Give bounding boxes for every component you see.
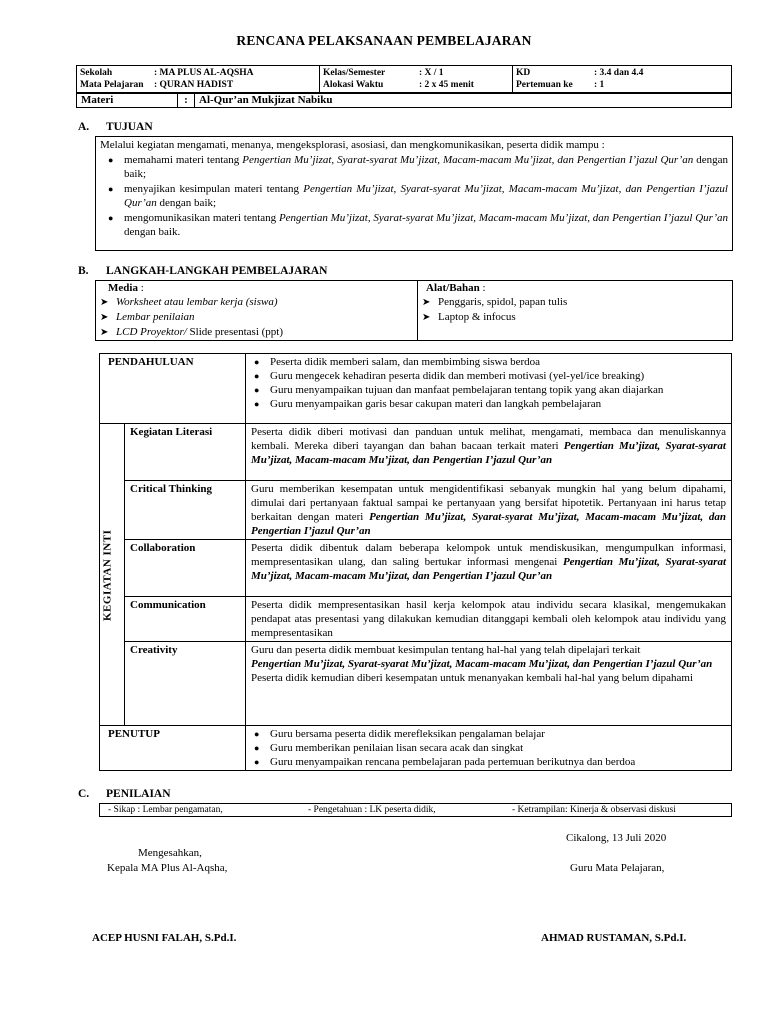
alat-item: ➤ Penggaris, spidol, papan tulis: [422, 296, 568, 308]
arrow-icon: ➤: [100, 297, 109, 308]
alat-label: Alat/Bahan: [426, 282, 480, 294]
materi-value: Al-Qur’an Mukjizat Nabiku: [195, 94, 732, 108]
identity-cell-kd: [513, 66, 732, 93]
identity-table: [76, 65, 732, 93]
section-c-number: C.: [78, 788, 90, 800]
penutup-item: ● Guru memberikan penilaian lisan secara acak dan singkat: [254, 742, 524, 754]
creativity-text: Guru dan peserta didik membuat kesimpulan tentang hal-hal yang telah dipelajari terkait Pengertian Mu’jizat, Syarat-syarat Mu’jizat, Macam-macam Mu’jizat, dan Pengertian I’jazul Qur’an Peserta didik kemudian diberi kesempatan untuk menanyakan kembali hal-hal yang belum dipahami: [246, 642, 732, 726]
creativity-label: Creativity: [125, 642, 246, 726]
section-c-heading: [78, 788, 171, 800]
bullet-icon: ●: [108, 183, 114, 194]
bullet-icon: ●: [108, 154, 114, 165]
section-b-title: LANGKAH-LANGKAH PEMBELAJARAN: [106, 265, 328, 277]
kd-label: KD: [516, 68, 531, 78]
arrow-icon: ➤: [100, 312, 109, 323]
penutup-label: PENUTUP: [100, 726, 246, 771]
pendahuluan-cell: [246, 354, 732, 424]
page-title: RENCANA PELAKSANAAN PEMBELAJARAN: [236, 33, 532, 48]
section-c-title: PENILAIAN: [106, 788, 171, 800]
critical-label: Critical Thinking: [125, 481, 246, 540]
place-date: Cikalong, 13 Juli 2020: [566, 832, 667, 844]
penilaian-keterampilan: - Ketrampilan: Kinerja & observasi diskusi: [512, 805, 676, 815]
media-cell: Media : ➤ Worksheet atau lembar kerja (siswa) ➤ Lembar penilaian ➤ LCD Proyektor/ Slide presentasi (ppt): [96, 281, 418, 341]
communication-label: Communication: [125, 597, 246, 642]
tujuan-intro: Melalui kegiatan mengamati, menanya, mengeksplorasi, asosiasi, dan mengkomunikasikan, peserta didik mampu :: [100, 139, 605, 151]
mengesahkan-text: Mengesahkan,: [138, 847, 202, 859]
pendahuluan-item: ● Peserta didik memberi salam, dan membimbing siswa berdoa: [254, 356, 541, 368]
penilaian-box: [99, 803, 732, 817]
arrow-icon: ➤: [100, 327, 109, 338]
pendahuluan-item: ● Guru menyampaikan tujuan dan manfaat pembelajaran tentang topik yang akan diajarkan: [254, 384, 664, 396]
collaboration-text: Peserta didik dibentuk dalam beberapa kelompok untuk mendiskusikan, mengumpulkan informasi, mempresentasikan ulang, dan saling bertukar informasi mengenai Pengertian Mu’jizat, Syarat-syarat Mu’jizat, Macam-macam Mu’jizat, dan Pengertian I’jazul Qur’an: [246, 540, 732, 597]
tujuan-item: ● menyajikan kesimpulan materi tentang Pengertian Mu’jizat, Syarat-syarat Mu’jizat, Macam-macam Mu’jizat, dan Pengertian I’jazul Qur’an dengan baik;: [108, 182, 728, 209]
pertemuan-label: Pertemuan ke: [516, 80, 573, 90]
collaboration-label: Collaboration: [125, 540, 246, 597]
section-a-number: A.: [78, 121, 90, 133]
media-item: ➤ LCD Proyektor/ Slide presentasi (ppt): [100, 326, 284, 338]
penilaian-sikap: - Sikap : Lembar pengamatan,: [108, 805, 223, 815]
guru-name: AHMAD RUSTAMAN, S.Pd.I.: [541, 932, 687, 944]
bullet-icon: ●: [254, 357, 260, 367]
arrow-icon: ➤: [422, 312, 431, 323]
bullet-icon: ●: [254, 743, 260, 753]
media-label: Media: [108, 282, 138, 294]
materi-label: Materi: [77, 94, 178, 108]
kegiatan-table: [99, 353, 732, 771]
sekolah-value: : MA PLUS AL-AQSHA: [154, 68, 254, 78]
pendahuluan-item: ● Guru mengecek kehadiran peserta didik dan memberi motivasi (yel-yel/ice breaking): [254, 370, 645, 382]
communication-text: Peserta didik mempresentasikan hasil kerja kelompok atau individu secara klasikal, mengemukakan pendapat atas presentasi yang dilakukan kemudian ditanggapi kembali oleh kelompok atau individu yang mempresentasikan: [246, 597, 732, 642]
section-a-heading: [78, 121, 153, 133]
bullet-icon: ●: [254, 757, 260, 767]
tujuan-item: ● mengomunikasikan materi tentang Pengertian Mu’jizat, Syarat-syarat Mu’jizat, Macam-macam Mu’jizat, dan Pengertian I’jazul Qur’an dengan baik.: [108, 211, 728, 238]
tujuan-list: [100, 153, 728, 240]
penutup-cell: [246, 726, 732, 771]
bullet-icon: ●: [108, 212, 114, 223]
bullet-icon: ●: [254, 399, 260, 409]
penutup-item: ● Guru menyampaikan rencana pembelajaran pada pertemuan berikutnya dan berdoa: [254, 756, 636, 768]
identity-cell-class: [320, 66, 513, 93]
critical-text: Guru memberikan kesempatan untuk mengidentifikasi sebanyak mungkin hal yang belum dipahami, dimulai dari pertanyaan faktual sampai ke pertanyaan yang bersifat hipotetik. Pertanyaan ini harus tetap berkaitan dengan materi Pengertian Mu’jizat, Syarat-syarat Mu’jizat, Macam-macam Mu’jizat, dan Pengertian I’jazul Qur’an: [246, 481, 732, 540]
alokasi-value: : 2 x 45 menit: [419, 80, 474, 90]
alokasi-label: Alokasi Waktu: [323, 80, 384, 90]
media-table: [95, 280, 733, 341]
pertemuan-value: : 1: [594, 80, 605, 90]
alat-item: ➤ Laptop & infocus: [422, 311, 516, 323]
guru-title: Guru Mata Pelajaran,: [570, 862, 665, 874]
materi-colon: :: [178, 94, 195, 108]
mapel-label: Mata Pelajaran: [80, 80, 144, 90]
penutup-item: ● Guru bersama peserta didik merefleksikan pengalaman belajar: [254, 728, 545, 740]
bullet-icon: ●: [254, 385, 260, 395]
mapel-value: : QURAN HADIST: [154, 80, 234, 90]
kelas-value: : X / 1: [419, 68, 444, 78]
section-b-number: B.: [78, 265, 89, 277]
identity-cell-school: [77, 66, 320, 93]
bullet-icon: ●: [254, 729, 260, 739]
pendahuluan-label: PENDAHULUAN: [100, 354, 246, 424]
literasi-label: Kegiatan Literasi: [125, 424, 246, 481]
section-b-heading: [78, 265, 327, 277]
bullet-icon: ●: [254, 371, 260, 381]
section-a-title: TUJUAN: [106, 121, 153, 133]
tujuan-box: [95, 136, 733, 251]
alat-cell: Alat/Bahan : ➤ Penggaris, spidol, papan tulis ➤ Laptop & infocus: [418, 281, 733, 341]
kelas-label: Kelas/Semester: [323, 68, 386, 78]
kepala-name: ACEP HUSNI FALAH, S.Pd.I.: [92, 932, 237, 944]
kd-value: : 3.4 dan 4.4: [594, 68, 644, 78]
media-item: ➤ Worksheet atau lembar kerja (siswa): [100, 296, 278, 308]
tujuan-item: ● memahami materi tentang Pengertian Mu’jizat, Syarat-syarat Mu’jizat, Macam-macam Mu’jizat, dan Pengertian I’jazul Qur’an dengan baik;: [108, 153, 728, 180]
penilaian-pengetahuan: - Pengetahuan : LK peserta didik,: [308, 805, 436, 815]
kegiatan-inti-label: KEGIATAN INTI: [100, 424, 125, 726]
materi-table: [76, 93, 732, 108]
pendahuluan-item: ● Guru menyampaikan garis besar cakupan materi dan langkah pembelajaran: [254, 398, 602, 410]
media-item: ➤ Lembar penilaian: [100, 311, 195, 323]
arrow-icon: ➤: [422, 297, 431, 308]
sekolah-label: Sekolah: [80, 68, 113, 78]
literasi-text: Peserta didik diberi motivasi dan panduan untuk melihat, mengamati, membaca dan menuliskannya kembali. Mereka diberi tayangan dan bahan bacaan terkait materi Pengertian Mu’jizat, Syarat-syarat Mu’jizat, Macam-macam Mu’jizat, dan Pengertian I’jazul Qur’an: [246, 424, 732, 481]
kepala-title: Kepala MA Plus Al-Aqsha,: [107, 862, 228, 874]
